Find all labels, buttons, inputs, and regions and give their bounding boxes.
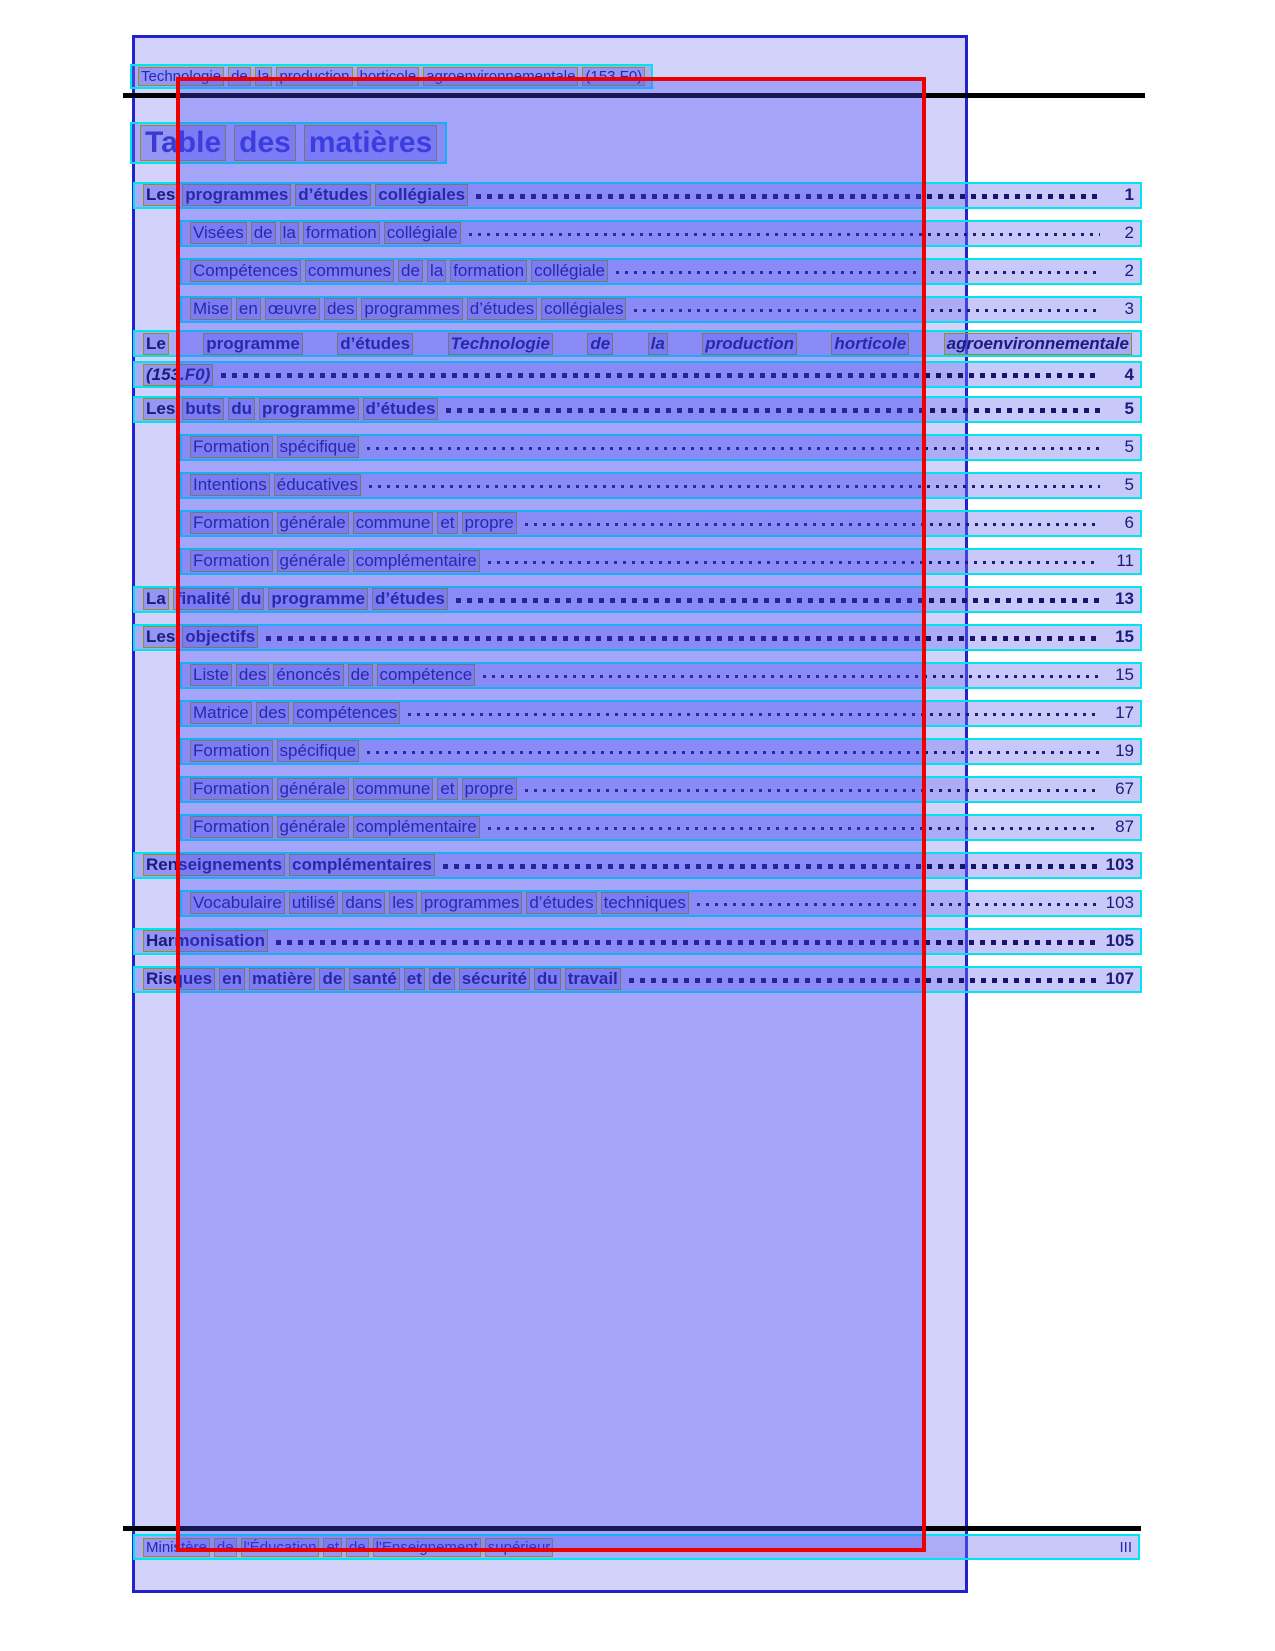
toc-page-number: 87 xyxy=(1115,817,1134,836)
word-box: d’études xyxy=(526,892,596,914)
toc-entry-strip xyxy=(180,700,1142,727)
toc-leader-dots xyxy=(525,523,1100,526)
toc-page-number: 1 xyxy=(1124,185,1134,204)
toc-leader-dots xyxy=(697,903,1100,906)
footer-rule xyxy=(123,1526,1141,1531)
toc-page-number: 2 xyxy=(1124,223,1134,242)
toc-page-number: 15 xyxy=(1115,627,1134,646)
word-box: Formation xyxy=(190,512,273,534)
toc-entry-label xyxy=(188,664,477,686)
toc-page-number: 67 xyxy=(1115,779,1134,798)
word-box: supérieur xyxy=(485,1538,554,1557)
word-box: des xyxy=(256,702,289,724)
toc-entry[interactable] xyxy=(133,542,1142,580)
toc-entry-label xyxy=(141,626,260,648)
word-box: en xyxy=(236,298,261,320)
word-box: collégiales xyxy=(541,298,626,320)
toc-leader-dots xyxy=(369,485,1100,488)
word-box: Formation xyxy=(190,436,273,458)
toc-entry-label xyxy=(188,436,361,458)
word-box: l'Éducation xyxy=(241,1538,320,1557)
word-box: de xyxy=(319,968,345,990)
toc-entry-strip xyxy=(133,966,1142,993)
word-box: des xyxy=(236,664,269,686)
toc-entry-strip xyxy=(180,548,1142,575)
toc-entry-label xyxy=(141,398,440,420)
toc-entry-label xyxy=(188,260,610,282)
toc-page-number: 2 xyxy=(1124,261,1134,280)
word-box: programmes xyxy=(421,892,522,914)
word-box: Risques xyxy=(143,968,215,990)
toc-entry-strip xyxy=(180,738,1142,765)
word-box: utilisé xyxy=(289,892,338,914)
toc-entry-label xyxy=(188,740,361,762)
word-box: commune xyxy=(353,778,434,800)
toc-entry-strip xyxy=(180,510,1142,537)
toc-entry-label xyxy=(188,892,691,914)
word-box: la xyxy=(255,67,273,86)
toc-entry-strip xyxy=(133,330,1142,357)
word-box: techniques xyxy=(601,892,689,914)
toc-leader-dots xyxy=(488,561,1100,564)
toc-entry[interactable] xyxy=(133,390,1142,428)
toc-leader-dots xyxy=(443,864,1100,869)
toc-entry-strip xyxy=(180,890,1142,917)
word-box: des xyxy=(324,298,357,320)
toc-page-number: 4 xyxy=(1124,364,1134,384)
toc-page-number: 103 xyxy=(1105,855,1134,874)
toc-entry-strip xyxy=(133,586,1142,613)
word-box: propre xyxy=(462,512,517,534)
word-box: de xyxy=(587,333,613,355)
word-box: matière xyxy=(249,968,315,990)
word-box: et xyxy=(437,512,457,534)
toc-leader-dots xyxy=(456,598,1100,603)
word-box: générale xyxy=(277,816,349,838)
word-box: et xyxy=(404,968,425,990)
word-box: programmes xyxy=(361,298,462,320)
toc-entry[interactable] xyxy=(133,252,1142,290)
toc-page-number: 6 xyxy=(1124,513,1134,532)
word-box: la xyxy=(280,222,299,244)
word-box: énoncés xyxy=(273,664,343,686)
toc-page-number: 13 xyxy=(1115,589,1134,608)
toc-entry-strip xyxy=(133,852,1142,879)
word-box: des xyxy=(234,125,296,161)
word-box: du xyxy=(238,588,265,610)
toc-entry-strip xyxy=(133,624,1142,651)
word-box: Formation xyxy=(190,778,273,800)
footer-strip xyxy=(133,1534,1140,1560)
toc-leader-dots xyxy=(221,373,1100,378)
word-box: de xyxy=(429,968,455,990)
toc-page-number: 103 xyxy=(1105,893,1134,912)
word-box: Les xyxy=(143,184,178,206)
word-box: finalité xyxy=(173,588,234,610)
word-box: du xyxy=(228,398,255,420)
toc-entry-strip xyxy=(180,814,1142,841)
toc-entry[interactable] xyxy=(133,328,1142,359)
toc-entry-label xyxy=(141,588,450,610)
toc-page-number: 5 xyxy=(1124,437,1134,456)
toc-page-number: 15 xyxy=(1115,665,1134,684)
word-box: horticole xyxy=(357,67,420,86)
toc-leader-dots xyxy=(629,978,1100,983)
toc-entry[interactable] xyxy=(133,580,1142,618)
page-footer xyxy=(133,1534,1140,1560)
footer-page-number: III xyxy=(1119,1538,1132,1556)
word-box: formation xyxy=(450,260,527,282)
word-box: (153.F0) xyxy=(582,67,645,86)
toc-entry-label xyxy=(188,550,482,572)
word-box: de xyxy=(348,664,373,686)
toc-leader-dots xyxy=(367,751,1100,754)
toc-leader-dots xyxy=(266,636,1100,641)
word-box: production xyxy=(276,67,352,86)
toc-page-number: 17 xyxy=(1115,703,1134,722)
word-box: de xyxy=(214,1538,237,1557)
toc-entry-strip xyxy=(133,396,1142,423)
toc-entry-strip xyxy=(180,662,1142,689)
word-box: complémentaire xyxy=(353,550,480,572)
word-box: collégiale xyxy=(531,260,608,282)
toc-entry-label xyxy=(188,298,628,320)
word-box: La xyxy=(143,588,169,610)
word-box: spécifique xyxy=(277,436,360,458)
toc-leader-dots xyxy=(634,309,1100,312)
toc-entry-label xyxy=(141,184,470,206)
word-box: Formation xyxy=(190,550,273,572)
toc-entry-label xyxy=(141,364,215,386)
toc-entry[interactable] xyxy=(133,359,1142,390)
toc-entry-strip xyxy=(133,361,1142,388)
word-box: Liste xyxy=(190,664,232,686)
word-box: programme xyxy=(259,398,359,420)
word-box: Technologie xyxy=(448,333,554,355)
toc-page-number: 5 xyxy=(1124,475,1134,494)
toc-title xyxy=(130,122,447,164)
word-box: sécurité xyxy=(459,968,530,990)
word-box: d’études xyxy=(467,298,537,320)
toc-leader-dots xyxy=(616,271,1100,274)
toc-leader-dots xyxy=(483,675,1100,678)
word-box: et xyxy=(437,778,457,800)
word-box: matières xyxy=(304,125,437,161)
toc-title-text xyxy=(130,122,447,164)
word-box: Vocabulaire xyxy=(190,892,285,914)
word-box: de xyxy=(398,260,423,282)
word-box: spécifique xyxy=(277,740,360,762)
toc-entry[interactable] xyxy=(133,922,1142,960)
toc-entry-strip xyxy=(180,258,1142,285)
word-box: d’études xyxy=(372,588,448,610)
word-box: d’études xyxy=(363,398,439,420)
toc-leader-dots xyxy=(525,789,1100,792)
word-box: compétences xyxy=(293,702,400,724)
word-box: œuvre xyxy=(265,298,320,320)
toc-entry[interactable] xyxy=(133,656,1142,694)
word-box: Le xyxy=(143,333,169,355)
word-box: de xyxy=(228,67,251,86)
word-box: Mise xyxy=(190,298,232,320)
toc-page-number: 11 xyxy=(1116,551,1134,570)
toc-entry[interactable] xyxy=(133,732,1142,770)
toc-leader-dots xyxy=(476,194,1100,199)
word-box: Visées xyxy=(190,222,247,244)
toc-page-number: 105 xyxy=(1105,931,1134,950)
toc-leader-dots xyxy=(367,447,1100,450)
toc-leader-dots xyxy=(446,408,1100,413)
footer-ministry xyxy=(141,1538,555,1557)
word-box: agroenvironnementale xyxy=(423,67,578,86)
toc-entry[interactable] xyxy=(133,884,1142,922)
toc-entry[interactable] xyxy=(133,428,1142,466)
toc-entry-strip xyxy=(180,220,1142,247)
word-box: programmes xyxy=(182,184,291,206)
word-box: Harmonisation xyxy=(143,930,268,952)
word-box: dans xyxy=(342,892,385,914)
toc-entry-strip xyxy=(180,434,1142,461)
toc-leader-dots xyxy=(469,233,1100,236)
word-box: Les xyxy=(143,398,178,420)
toc-entry[interactable] xyxy=(133,466,1142,504)
word-box: de xyxy=(346,1538,369,1557)
word-box: Compétences xyxy=(190,260,301,282)
word-box: Formation xyxy=(190,816,273,838)
toc-entry-label xyxy=(188,512,519,534)
toc-entry-label xyxy=(188,474,363,496)
toc-entry-label xyxy=(141,968,623,990)
toc-entry[interactable] xyxy=(133,770,1142,808)
word-box: agroenvironnementale xyxy=(944,333,1132,355)
word-box: générale xyxy=(277,778,349,800)
word-box: et xyxy=(323,1538,342,1557)
toc-entry-label xyxy=(141,854,437,876)
toc-entry-strip xyxy=(180,776,1142,803)
word-box: commune xyxy=(353,512,434,534)
toc-list xyxy=(133,176,1142,998)
toc-entry[interactable] xyxy=(133,846,1142,884)
toc-entry-strip xyxy=(180,296,1142,323)
word-box: objectifs xyxy=(182,626,258,648)
word-box: éducatives xyxy=(274,474,361,496)
toc-entry[interactable] xyxy=(133,176,1142,214)
word-box: collégiales xyxy=(375,184,468,206)
word-box: santé xyxy=(349,968,399,990)
word-box: propre xyxy=(462,778,517,800)
toc-entry-label xyxy=(188,222,463,244)
toc-page-number: 5 xyxy=(1124,399,1134,418)
toc-page-number: 107 xyxy=(1105,969,1134,988)
toc-entry[interactable] xyxy=(133,290,1142,328)
toc-entry[interactable] xyxy=(133,808,1142,846)
word-box: programme xyxy=(203,333,303,355)
word-box: collégiale xyxy=(384,222,461,244)
word-box: production xyxy=(702,333,797,355)
toc-entry-strip xyxy=(180,472,1142,499)
word-box: de xyxy=(251,222,276,244)
word-box: complémentaire xyxy=(353,816,480,838)
word-box: Formation xyxy=(190,740,273,762)
word-box: Ministère xyxy=(143,1538,210,1557)
word-box: l'Enseignement xyxy=(373,1538,481,1557)
toc-leader-dots xyxy=(408,713,1100,716)
toc-page-number: 19 xyxy=(1115,741,1134,760)
word-box: générale xyxy=(277,512,349,534)
header-rule xyxy=(123,93,1145,98)
word-box: programme xyxy=(268,588,368,610)
running-header-text xyxy=(130,64,653,89)
toc-entry-strip xyxy=(133,928,1142,955)
word-box: du xyxy=(534,968,561,990)
word-box: travail xyxy=(565,968,621,990)
word-box: horticole xyxy=(831,333,909,355)
word-box: Intentions xyxy=(190,474,270,496)
toc-entry[interactable] xyxy=(133,504,1142,542)
running-header xyxy=(130,64,653,89)
toc-leader-dots xyxy=(488,827,1100,830)
toc-entry-label xyxy=(188,702,402,724)
word-box: formation xyxy=(303,222,380,244)
toc-entry[interactable] xyxy=(133,618,1142,656)
word-box: Table xyxy=(140,125,226,161)
word-box: Renseignements xyxy=(143,854,285,876)
word-box: en xyxy=(219,968,245,990)
word-box: générale xyxy=(277,550,349,572)
word-box: d’études xyxy=(337,333,413,355)
toc-entry-label xyxy=(188,778,519,800)
word-box: d’études xyxy=(295,184,371,206)
word-box: communes xyxy=(305,260,394,282)
word-box: les xyxy=(389,892,417,914)
word-box: Les xyxy=(143,626,178,648)
toc-entry-label xyxy=(141,930,270,952)
word-box: (153.F0) xyxy=(143,364,213,386)
toc-entry[interactable] xyxy=(133,214,1142,252)
word-box: Matrice xyxy=(190,702,252,724)
word-box: la xyxy=(427,260,446,282)
word-box: la xyxy=(648,333,668,355)
word-box: complémentaires xyxy=(289,854,435,876)
word-box: compétence xyxy=(377,664,476,686)
toc-page-number: 3 xyxy=(1124,299,1134,318)
word-box: buts xyxy=(182,398,224,420)
toc-entry-strip xyxy=(133,182,1142,209)
toc-leader-dots xyxy=(276,940,1100,945)
toc-entry[interactable] xyxy=(133,694,1142,732)
toc-entry[interactable] xyxy=(133,960,1142,998)
toc-entry-label xyxy=(188,816,482,838)
word-box: Technologie xyxy=(138,67,224,86)
